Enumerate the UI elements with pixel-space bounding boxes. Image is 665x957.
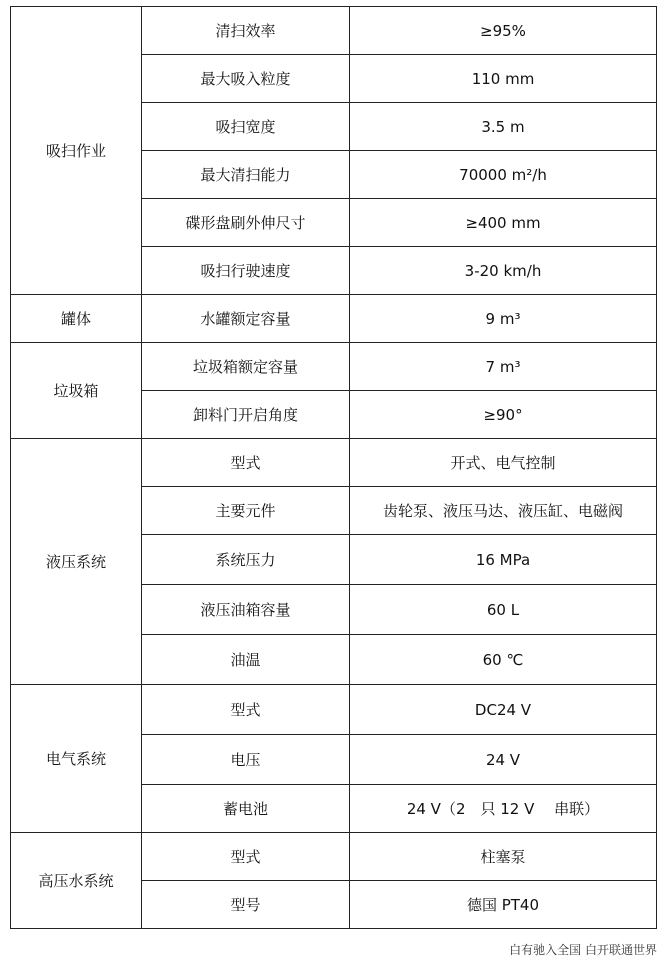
table-row [11,833,657,881]
table-row [11,343,657,391]
value-cell: 60 L [350,585,657,635]
item-cell: 吸扫宽度 [142,103,350,151]
table-row [11,439,657,487]
item-cell: 型式 [142,685,350,735]
category-cell: 垃圾箱 [11,343,142,439]
item-cell: 最大清扫能力 [142,151,350,199]
value-cell: 3-20 km/h [350,247,657,295]
value-cell: 16 MPa [350,535,657,585]
value-cell: ≥400 mm [350,199,657,247]
value-cell: 开式、电气控制 [350,439,657,487]
item-cell: 型号 [142,881,350,929]
item-cell: 垃圾箱额定容量 [142,343,350,391]
item-cell: 主要元件 [142,487,350,535]
item-cell: 型式 [142,833,350,881]
category-cell: 吸扫作业 [11,7,142,295]
spec-table [10,6,657,929]
value-cell: 德国 PT40 [350,881,657,929]
item-cell: 清扫效率 [142,7,350,55]
table-row [11,685,657,735]
category-cell: 高压水系统 [11,833,142,929]
item-cell: 吸扫行驶速度 [142,247,350,295]
table-row [11,295,657,343]
item-cell: 蓄电池 [142,785,350,833]
category-cell: 电气系统 [11,685,142,833]
value-cell: 3.5 m [350,103,657,151]
value-cell: ≥90° [350,391,657,439]
item-cell: 型式 [142,439,350,487]
value-cell: ≥95% [350,7,657,55]
value-cell: 柱塞泵 [350,833,657,881]
item-cell: 最大吸入粒度 [142,55,350,103]
value-cell: 7 m³ [350,343,657,391]
value-cell: 110 mm [350,55,657,103]
value-cell: 9 m³ [350,295,657,343]
table-row [11,7,657,55]
value-cell: 60 ℃ [350,635,657,685]
item-cell: 油温 [142,635,350,685]
value-cell: 齿轮泵、液压马达、液压缸、电磁阀 [350,487,657,535]
item-cell: 系统压力 [142,535,350,585]
value-cell: 24 V [350,735,657,785]
value-cell: 70000 m²/h [350,151,657,199]
value-cell: DC24 V [350,685,657,735]
item-cell: 卸料门开启角度 [142,391,350,439]
category-cell: 罐体 [11,295,142,343]
item-cell: 电压 [142,735,350,785]
item-cell: 碟形盘刷外伸尺寸 [142,199,350,247]
item-cell: 液压油箱容量 [142,585,350,635]
footer-slogan: 白有驰入全国 白开联通世界 [509,943,657,957]
value-cell: 24 V（2 只 12 V 串联） [350,785,657,833]
item-cell: 水罐额定容量 [142,295,350,343]
category-cell: 液压系统 [11,439,142,685]
